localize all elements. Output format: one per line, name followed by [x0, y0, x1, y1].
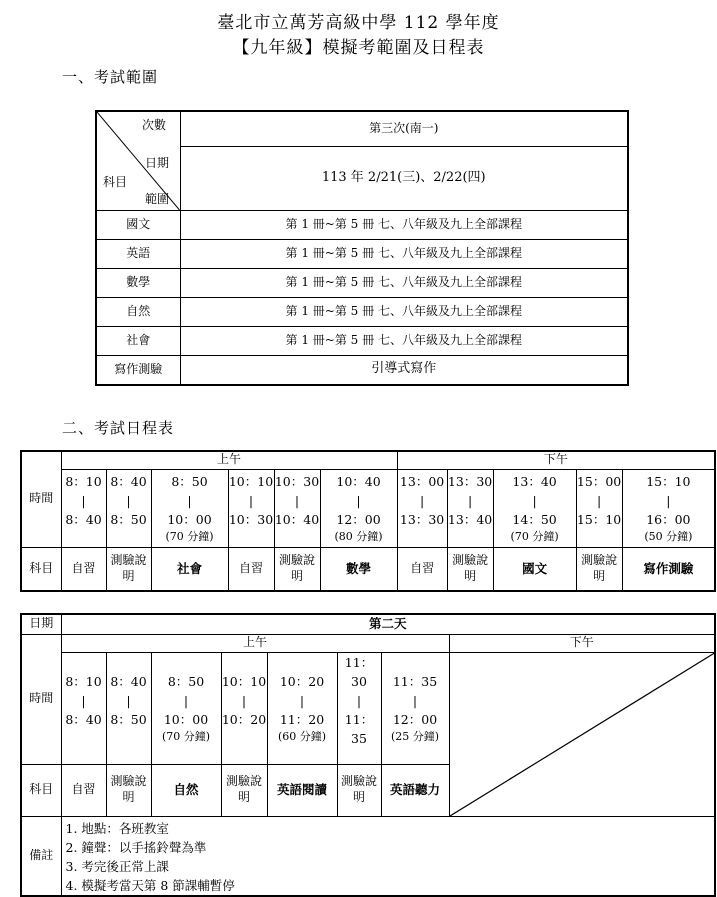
subject-cell: 自習: [228, 547, 274, 591]
time-start: 8：10: [65, 473, 102, 489]
time-end: 10：40: [274, 511, 320, 527]
time-separator: |: [81, 692, 86, 708]
time-start: 10：10: [221, 673, 267, 689]
time-start: 11：30: [344, 654, 374, 689]
time-start: 10：20: [279, 673, 325, 689]
subject-cell: 測驗說明: [106, 764, 151, 816]
document-subtitle: 【九年級】模擬考範圍及日程表: [232, 38, 485, 58]
scope-range: 第 1 冊~第 5 冊 七、八年級及九上全部課程: [180, 269, 628, 298]
time-slot-cell: [337, 652, 381, 764]
time-slot-cell: [320, 469, 397, 547]
time-slot-cell: [397, 469, 447, 547]
time-start: 10：30: [274, 473, 320, 489]
time-separator: |: [666, 492, 671, 508]
scope-subject: 數學: [96, 269, 180, 298]
scope-subject: 社會: [96, 327, 180, 356]
time-duration: [107, 529, 151, 545]
subject-cell: 測驗說明: [221, 764, 267, 816]
corner-header-cell: [96, 111, 180, 211]
time-separator: |: [241, 692, 247, 708]
corner-label-range: 範圍: [145, 192, 170, 206]
time-separator: |: [183, 692, 189, 708]
time-duration: [62, 729, 106, 745]
time-duration: [107, 729, 151, 745]
time-separator: |: [467, 492, 473, 508]
scope-range: 引導式寫作: [180, 356, 628, 385]
document-title: 臺北市立萬芳高級中學 112 學年度: [217, 13, 500, 33]
scope-subject: 英語: [96, 240, 180, 269]
time-slot-cell: [151, 652, 221, 764]
subject-cell: 社會: [151, 547, 228, 591]
time-end: 12：00: [336, 511, 381, 527]
subject-cell: 國文: [493, 547, 576, 591]
time-slot-cell: [622, 469, 715, 547]
time-separator: |: [187, 492, 192, 508]
time-slot-cell: [106, 469, 151, 547]
section-heading-schedule: 二、考試日程表: [62, 419, 175, 437]
time-start: 13：00: [399, 473, 445, 489]
day2-day-name: 第二天: [61, 614, 715, 634]
time-end: 12：00: [392, 711, 438, 727]
time-slot-cell: [447, 469, 493, 547]
scope-subject: 自然: [96, 298, 180, 327]
time-start: 15：00: [576, 473, 622, 489]
time-separator: |: [299, 692, 305, 708]
subject-cell: 測驗說明: [106, 547, 151, 591]
time-slot-cell: [381, 652, 449, 764]
time-end: 13：40: [447, 511, 493, 527]
time-separator: |: [248, 492, 254, 508]
time-start: 13：40: [512, 473, 557, 489]
time-end: 11：35: [344, 711, 374, 746]
time-separator: |: [356, 492, 361, 508]
time-duration: [338, 748, 381, 764]
scope-range: 第 1 冊~第 5 冊 七、八年級及九上全部課程: [180, 211, 628, 240]
time-slot-cell: [576, 469, 622, 547]
scope-range: 第 1 冊~第 5 冊 七、八年級及九上全部課程: [180, 240, 628, 269]
time-end: 10：20: [221, 711, 267, 727]
note-item-text: 2. 鐘聲：以手搖鈴聲為準: [65, 839, 207, 855]
time-duration: (80 分鐘): [334, 529, 383, 543]
scope-range: 第 1 冊~第 5 冊 七、八年級及九上全部課程: [180, 298, 628, 327]
notes-label: 備註: [21, 816, 61, 896]
time-start: 10：40: [336, 473, 381, 489]
time-start: 8：40: [110, 673, 147, 689]
time-duration: [62, 529, 106, 545]
time-slot-cell: [267, 652, 337, 764]
time-separator: |: [419, 492, 425, 508]
exam-round-cell: 第三次(南一): [180, 111, 628, 147]
time-start: 8：50: [167, 673, 205, 689]
note-item: 1. 地點：各班教室: [65, 820, 169, 836]
time-slot-cell: [221, 652, 267, 764]
time-duration: (25 分鐘): [390, 729, 440, 743]
time-separator: |: [294, 492, 300, 508]
time-start: 11：35: [392, 673, 438, 689]
time-start: 8：10: [65, 673, 102, 689]
scope-subject: 寫作測驗: [96, 356, 180, 385]
time-duration: (50 分鐘): [644, 529, 693, 543]
time-end: 8：40: [65, 511, 102, 527]
subject-cell: 自習: [397, 547, 447, 591]
subject-cell: 測驗說明: [274, 547, 320, 591]
time-separator: |: [532, 492, 537, 508]
notes-cell: [61, 816, 715, 896]
time-separator: |: [412, 692, 418, 708]
subject-cell: 測驗說明: [337, 764, 381, 816]
time-slot-cell: [274, 469, 320, 547]
subject-cell: 寫作測驗: [622, 547, 715, 591]
time-end: 8：50: [110, 711, 147, 727]
subject-cell: 數學: [320, 547, 397, 591]
subject-cell: 自習: [61, 547, 106, 591]
corner-label-subject: 科目: [103, 175, 128, 189]
note-item: 4. 模擬考當天第 8 節課輔暫停: [65, 877, 235, 893]
time-duration: [398, 529, 447, 545]
exam-dates-cell: 113 年 2/21(三)、2/22(四): [180, 147, 628, 211]
section-heading-scope: 一、考試範圍: [62, 68, 159, 86]
time-separator: |: [126, 692, 131, 708]
time-duration: [222, 729, 267, 745]
time-start: 8：50: [171, 473, 208, 489]
day2-date-label: 日期: [21, 614, 61, 634]
day2-pm-empty-cell: [449, 652, 715, 816]
scope-subject: 國文: [96, 211, 180, 240]
time-end: 8：50: [110, 511, 147, 527]
day1-subject-label: 科目: [21, 547, 61, 591]
time-end: 10：00: [163, 711, 209, 727]
time-end: 15：10: [576, 511, 622, 527]
time-start: 15：10: [646, 473, 691, 489]
subject-cell: 測驗說明: [447, 547, 493, 591]
time-end: 16：00: [646, 511, 691, 527]
day2-time-label: 時間: [21, 634, 61, 764]
time-duration: [275, 529, 320, 545]
note-item: 3. 考完後正常上課: [65, 858, 169, 874]
time-slot-cell: [493, 469, 576, 547]
day1-am-label: 上午: [61, 451, 397, 469]
day1-schedule-table: [20, 450, 716, 592]
corner-label-date: 日期: [145, 156, 170, 170]
time-separator: |: [126, 492, 131, 508]
time-duration: [577, 529, 622, 545]
time-duration: (60 分鐘): [277, 729, 327, 743]
subject-cell: 自然: [151, 764, 221, 816]
time-slot-cell: [61, 652, 106, 764]
time-slot-cell: [151, 469, 228, 547]
time-separator: |: [596, 492, 602, 508]
subject-cell: 自習: [61, 764, 106, 816]
day1-time-label: 時間: [21, 451, 61, 547]
time-end: 11：20: [279, 711, 325, 727]
day2-schedule-table: [20, 613, 716, 897]
time-duration: [229, 529, 274, 545]
scope-range: 第 1 冊~第 5 冊 七、八年級及九上全部課程: [180, 327, 628, 356]
time-separator: |: [356, 692, 362, 708]
corner-label-round: 次數: [142, 118, 167, 132]
day2-subject-label: 科目: [21, 764, 61, 816]
time-end: 10：00: [167, 511, 212, 527]
time-slot-cell: [228, 469, 274, 547]
time-duration: (70 分鐘): [510, 529, 559, 543]
day2-am-label: 上午: [61, 634, 449, 652]
time-start: 13：30: [447, 473, 493, 489]
time-duration: (70 分鐘): [165, 529, 214, 543]
time-end: 13：30: [399, 511, 445, 527]
exam-scope-table: [95, 110, 629, 386]
time-slot-cell: [106, 652, 151, 764]
time-duration: (70 分鐘): [161, 729, 211, 743]
time-separator: |: [81, 492, 86, 508]
time-end: 8：40: [65, 711, 102, 727]
subject-cell: 英語聽力: [381, 764, 449, 816]
day1-pm-label: 下午: [397, 451, 715, 469]
day2-pm-label: 下午: [449, 634, 715, 652]
time-end: 14：50: [512, 511, 557, 527]
time-start: 8：40: [110, 473, 147, 489]
subject-cell: 測驗說明: [576, 547, 622, 591]
time-end: 10：30: [228, 511, 274, 527]
time-slot-cell: [61, 469, 106, 547]
note-item: [66, 838, 715, 857]
time-start: 10：10: [228, 473, 274, 489]
time-duration: [448, 529, 493, 545]
subject-cell: 英語閱讀: [267, 764, 337, 816]
